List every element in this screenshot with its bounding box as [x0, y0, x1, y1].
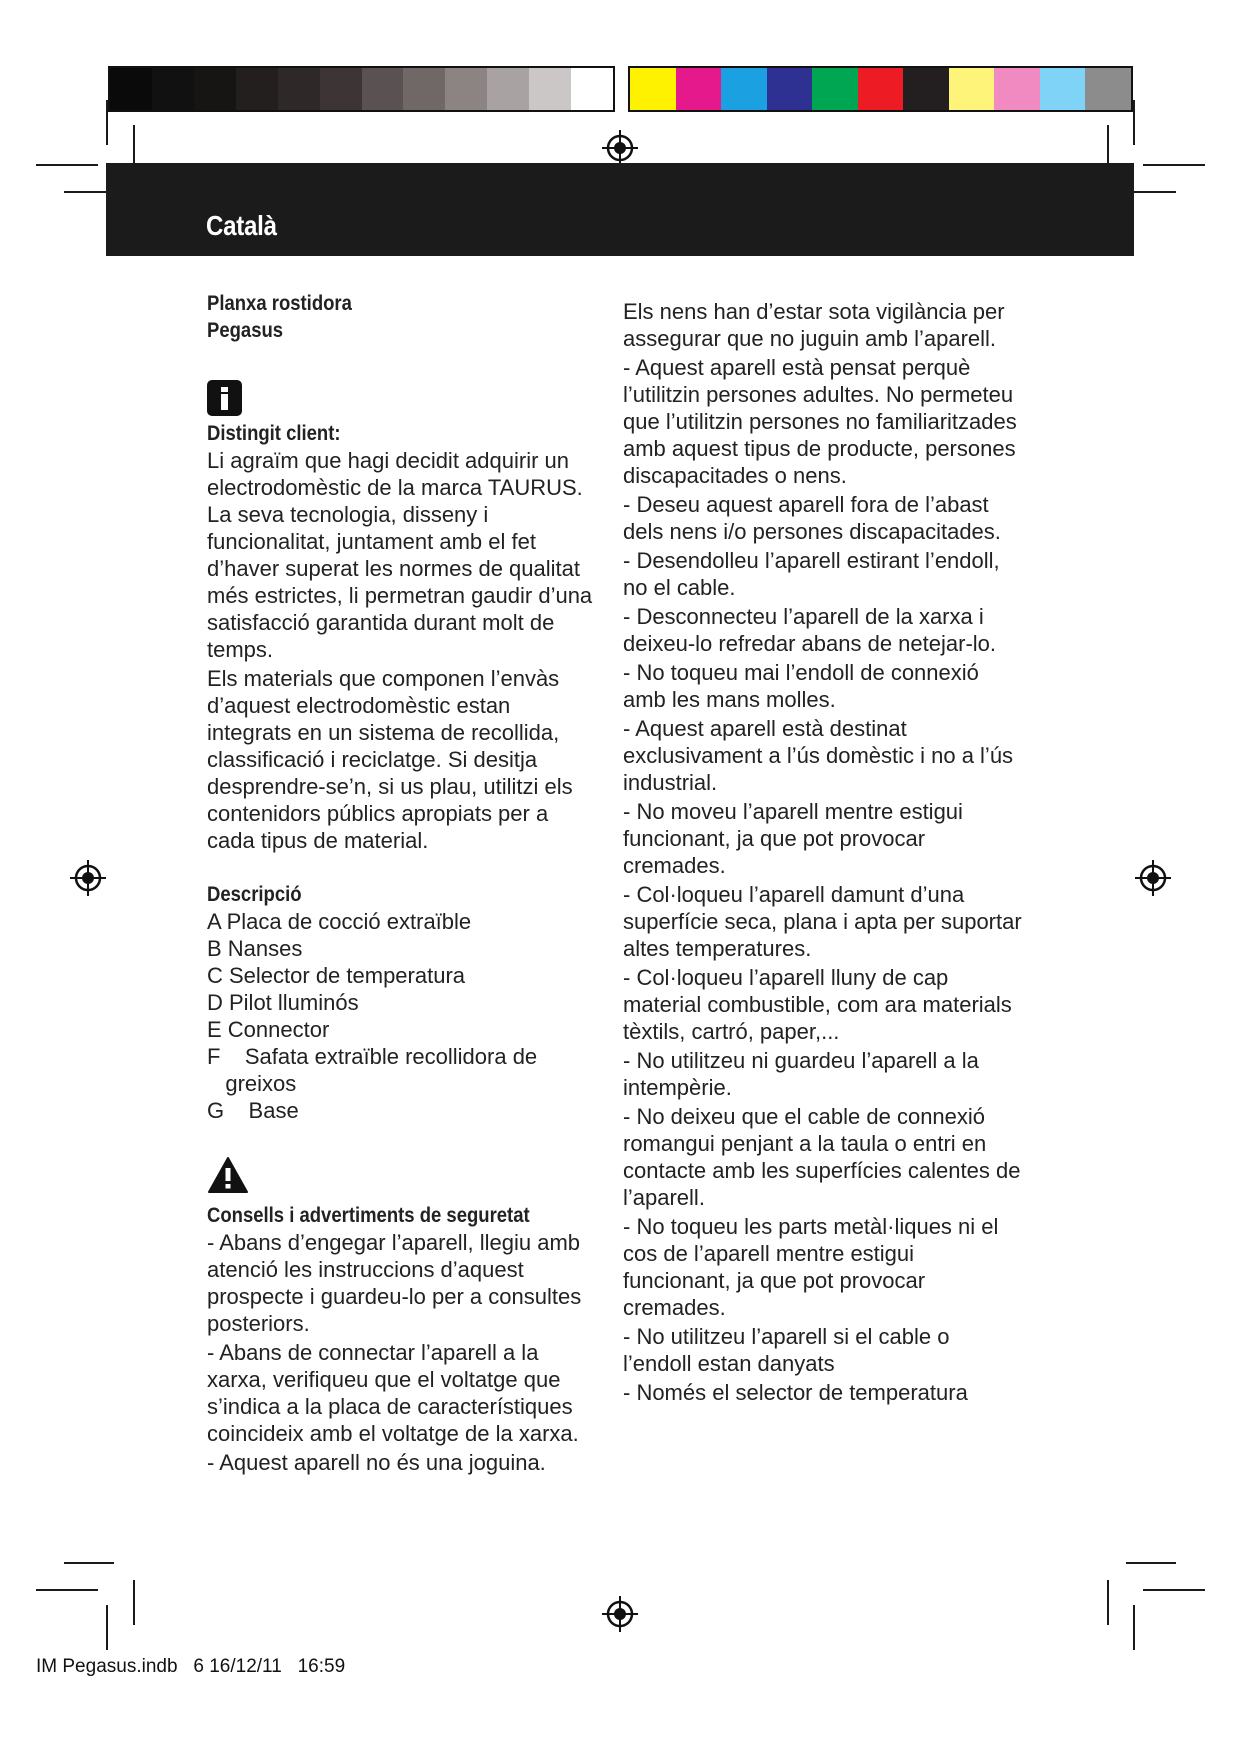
description-item: greixos [207, 1071, 297, 1096]
color-swatch [630, 68, 676, 110]
crop-mark [1143, 164, 1205, 166]
crop-mark [1126, 1562, 1176, 1564]
color-swatch [320, 68, 362, 110]
safety-paragraph: - No toqueu mai l’endoll de connexió amb les mans molles. [623, 660, 979, 712]
safety-paragraph: - Col·loqueu l’aparell damunt d’una superfície seca, plana i apta per suportar altes temperatures. [623, 882, 1022, 961]
info-icon [207, 380, 242, 416]
color-swatch [278, 68, 320, 110]
crop-mark [1143, 1589, 1205, 1591]
color-swatch [721, 68, 767, 110]
crop-mark [106, 1605, 108, 1650]
color-swatch [571, 68, 613, 110]
color-swatch [903, 68, 949, 110]
color-swatch [152, 68, 194, 110]
color-swatch [949, 68, 995, 110]
color-swatch [403, 68, 445, 110]
color-swatch [812, 68, 858, 110]
registration-mark-icon [70, 860, 106, 896]
right-column [623, 298, 1023, 1406]
safety-paragraph: - No utilitzeu l’aparell si el cable o l’endoll estan danyats [623, 1324, 950, 1376]
description-item: B Nanses [207, 936, 303, 961]
crop-mark [1107, 1580, 1109, 1625]
safety-paragraph: - Desendolleu l’aparell estirant l’endoll, no el cable. [623, 548, 1000, 600]
color-swatch [858, 68, 904, 110]
color-swatch [1040, 68, 1086, 110]
color-swatch [445, 68, 487, 110]
color-swatch [994, 68, 1040, 110]
safety-paragraph: - Aquest aparell està pensat perquè l’utilitzin persones adultes. No permeteu que l’utilitzin persones no familiaritzades amb aquest tipus de producte, persones discapacitades o nens. [623, 355, 1017, 488]
product-title-line1: Planxa rostidora [207, 291, 352, 315]
safety-paragraph: - No deixeu que el cable de connexió romangui penjant a la taula o entri en contacte amb les superfícies calentes de l’aparell. [623, 1104, 1021, 1210]
language-title: Català [206, 210, 277, 241]
intro-paragraph: Els materials que componen l’envàs d’aquest electrodomèstic estan integrats en un sistema de recollida, classificació i reciclatge. Si desitja desprendre-se’n, si us plau, utilitzi els contenidors públics apropiats per a cada tipus de material. [207, 666, 573, 853]
safety-paragraph: Els nens han d’estar sota vigilància per assegurar que no juguin amb l’aparell. [623, 299, 1005, 351]
color-swatch [676, 68, 722, 110]
description-heading: Descripció [207, 882, 302, 906]
description-item: E Connector [207, 1017, 330, 1042]
registration-mark-icon [602, 130, 638, 166]
safety-paragraph: - Només el selector de temperatura [623, 1380, 968, 1405]
crop-mark [64, 1562, 114, 1564]
registration-mark-icon [1135, 860, 1171, 896]
color-swatch [362, 68, 404, 110]
description-item: A Placa de cocció extraïble [207, 909, 472, 934]
left-column [207, 290, 597, 1476]
safety-paragraph: - No toqueu les parts metàl·liques ni el cos de l’aparell mentre estigui funcionant, ja que pot provocar cremades. [623, 1214, 999, 1320]
color-calibration-bar [628, 66, 1133, 112]
grayscale-calibration-bar [108, 66, 615, 112]
description-item: D Pilot lluminós [207, 990, 359, 1015]
safety-paragraph: - No utilitzeu ni guardeu l’aparell a la intempèrie. [623, 1048, 979, 1100]
color-swatch [529, 68, 571, 110]
safety-heading: Consells i advertiments de seguretat [207, 1203, 530, 1227]
safety-paragraph: - Aquest aparell no és una joguina. [207, 1450, 546, 1475]
safety-paragraph: - Aquest aparell està destinat exclusivament a l’ús domèstic i no a l’ús industrial. [623, 716, 1014, 795]
crop-mark [133, 1580, 135, 1625]
crop-mark [106, 100, 108, 145]
safety-paragraph: - Desconnecteu l’aparell de la xarxa i deixeu-lo refredar abans de netejar-lo. [623, 604, 997, 656]
intro-heading: Distingit client: [207, 421, 341, 445]
color-swatch [487, 68, 529, 110]
safety-paragraph: - Deseu aquest aparell fora de l’abast dels nens i/o persones discapacitades. [623, 492, 1001, 544]
crop-mark [1133, 1605, 1135, 1650]
print-slug: IM Pegasus.indb 6 16/12/11 16:59 [36, 1656, 346, 1677]
color-swatch [767, 68, 813, 110]
description-item: C Selector de temperatura [207, 963, 466, 988]
color-swatch [1085, 68, 1131, 110]
color-swatch [110, 68, 152, 110]
crop-mark [36, 164, 98, 166]
crop-mark [36, 1589, 98, 1591]
color-swatch [236, 68, 278, 110]
safety-paragraph: - Abans de connectar l’aparell a la xarxa, verifiqueu que el voltatge que s’indica a la placa de característiques coincideix amb el voltatge de la xarxa. [207, 1340, 579, 1446]
product-title-line2: Pegasus [207, 318, 284, 342]
crop-mark [1133, 100, 1135, 145]
safety-paragraph: - Col·loqueu l’aparell lluny de cap material combustible, com ara materials tèxtils, cartró, paper,... [623, 965, 1012, 1044]
registration-mark-icon [602, 1596, 638, 1632]
intro-paragraph: Li agraïm que hagi decidit adquirir un electrodomèstic de la marca TAURUS. La seva tecnologia, disseny i funcionalitat, juntament amb el fet d’haver superat les normes de qualitat més estrictes, li permetran gaudir d’una satisfacció garantida durant molt de temps. [207, 448, 593, 662]
description-item: G Base [207, 1098, 299, 1123]
warning-icon [207, 1156, 249, 1194]
safety-paragraph: - Abans d’engegar l’aparell, llegiu amb atenció les instruccions d’aquest prospecte i guardeu-lo per a consultes posteriors. [207, 1230, 582, 1336]
color-swatch [194, 68, 236, 110]
safety-paragraph: - No moveu l’aparell mentre estigui funcionant, ja que pot provocar cremades. [623, 799, 963, 878]
description-item: F Safata extraïble recollidora de [207, 1044, 538, 1069]
